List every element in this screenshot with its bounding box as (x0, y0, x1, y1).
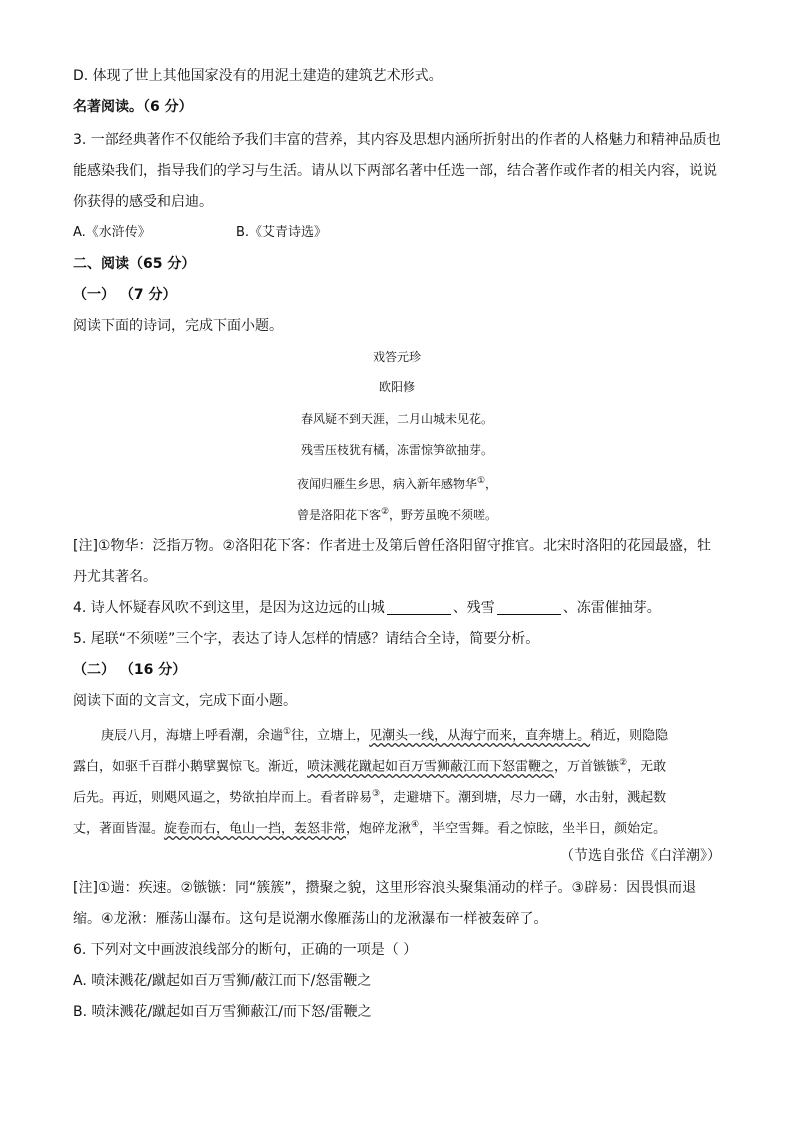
classical-text-line-2 (73, 753, 666, 777)
text-segment: 露白，如驱千百群小鹅擘翼惊飞。渐近， (73, 759, 308, 775)
q4-text-1: 4. 诗人怀疑春风吹不到这里，是因为这边远的山城 (73, 600, 385, 616)
poem-line-2: 残雪压枝犹有橘，冻雷惊笋欲抽芽。 (300, 443, 493, 457)
footnote-mark: ③ (372, 789, 381, 799)
q3-line-1: 3. 一部经典著作不仅能给予我们丰富的营养，其内容及思想内涵所折射出的作者的人格魅力和精神品质也 (73, 132, 721, 148)
classical-text-line-1 (101, 722, 668, 746)
text-segment: 丈，著面皆湿。 (73, 821, 165, 837)
footnote-mark: ④ (411, 820, 420, 830)
q6-option-a[interactable]: A. 喷沫溅花/蹴起如百万雪狮/蔽江而下/怒雷鞭之 (73, 973, 372, 989)
text-segment: 庚辰八月，海塘上呼看潮，余遄 (101, 728, 284, 744)
q4 (73, 598, 661, 618)
q3-line-2: 能感染我们，指导我们的学习与生活。请从以下两部名著中任选一部，结合著作或作者的相关内容，说说 (73, 163, 717, 179)
footnote-mark: ① (476, 476, 486, 486)
part-one-instruction: 阅读下面的诗词，完成下面小题。 (73, 318, 283, 334)
part-one-heading: （一） （7 分） (73, 287, 177, 303)
q3-option-b[interactable]: B.《艾青诗选》 (236, 225, 328, 240)
q3-line-3: 你获得的感受和启迪。 (73, 194, 213, 210)
poem-line-3-text: 夜闻归雁生乡思，病入新年感物华 (296, 477, 477, 491)
answer-blank[interactable] (387, 600, 451, 615)
text-segment: 往，立塘上， (291, 728, 370, 744)
poem-note-1: [注]①物华：泛指万物。②洛阳花下客：作者进士及第后曾任洛阳留守推官。北宋时洛阳的花园最盛，牡 (73, 538, 712, 554)
q3-option-a[interactable]: A.《水浒传》 (73, 225, 151, 240)
poem-note-2: 丹尤其著名。 (73, 569, 157, 585)
text-segment: ，万首镞镞 (554, 759, 620, 775)
section-heading-classics: 名著阅读。（6 分） (73, 99, 193, 115)
section-heading-reading: 二、阅读（65 分） (73, 256, 196, 272)
text-segment: 稍近，则隐隐 (590, 728, 669, 744)
classical-text-line-4 (73, 815, 666, 839)
poem-author: 欧阳修 (378, 380, 415, 394)
part-two-instruction: 阅读下面的文言文，完成下面小题。 (73, 693, 297, 709)
poem-line-4-end: ，野芳虽晚不须嗟。 (389, 508, 498, 522)
q2-option-d: D. 体现了世上其他国家没有的用泥土建造的建筑艺术形式。 (73, 68, 443, 84)
part-two-heading: （二） （16 分） (73, 662, 187, 678)
q6: 6. 下列对文中画波浪线部分的断句，正确的一项是（ ） (73, 942, 418, 958)
q4-text-3: 、冻雷催抽芽。 (562, 600, 661, 616)
text-note-2: 缩。④龙湫：雁荡山瀑布。这句是说潮水像雁荡山的龙湫瀑布一样被轰碎了。 (73, 911, 548, 927)
poem-line-1: 春风疑不到天涯，二月山城未见花。 (300, 412, 493, 426)
text-segment: ，走避塘下。潮到塘，尽力一礴，水击射，溅起数 (380, 790, 667, 806)
text-source: （节选自张岱《白洋潮》） (560, 848, 721, 864)
wavy-underlined-text: 旋卷而右，龟山一挡，轰怒非常 (164, 821, 347, 837)
classical-text-line-3 (73, 784, 666, 808)
text-segment: 后先。再近，则飓风逼之，势欲拍岸而上。看者辟易 (73, 790, 373, 806)
text-segment: ，无敢 (627, 759, 667, 775)
poem-title: 戏答元珍 (372, 350, 421, 364)
poem-line-4 (0, 503, 794, 524)
q5: 5. 尾联“不须嗟”三个字，表达了诗人怎样的情感？请结合全诗，简要分析。 (73, 631, 540, 647)
poem-line-3: 夜闻归雁生乡思，病入新年感物华①， (296, 476, 498, 491)
q4-text-2: 、残雪 (452, 600, 495, 616)
q6-option-b[interactable]: B. 喷沫溅花/蹴起如百万雪狮蔽江/而下怒/雷鞭之 (73, 1004, 372, 1020)
text-segment: ，炮碎龙湫 (346, 821, 412, 837)
footnote-mark: ② (619, 758, 628, 768)
text-note-1: [注]①遄：疾速。②镞镞：同“簇簇”，攒聚之貌，这里形容浪头聚集涌动的样子。③辟易：因畏惧而退 (73, 880, 697, 896)
footnote-mark: ① (283, 727, 292, 737)
answer-blank[interactable] (497, 600, 561, 615)
wavy-underlined-text: 见潮头一线，从海宁而来，直奔塘上。 (369, 728, 591, 744)
footnote-mark: ② (380, 507, 390, 517)
poem-line-4-text: 曾是洛阳花下客 (296, 508, 381, 522)
text-segment: ，半空雪舞。看之惊眩，坐半日，颜始定。 (419, 821, 667, 837)
wavy-underlined-text: 喷沫溅花蹴起如百万雪狮蔽江而下怒雷鞭之 (307, 759, 555, 775)
